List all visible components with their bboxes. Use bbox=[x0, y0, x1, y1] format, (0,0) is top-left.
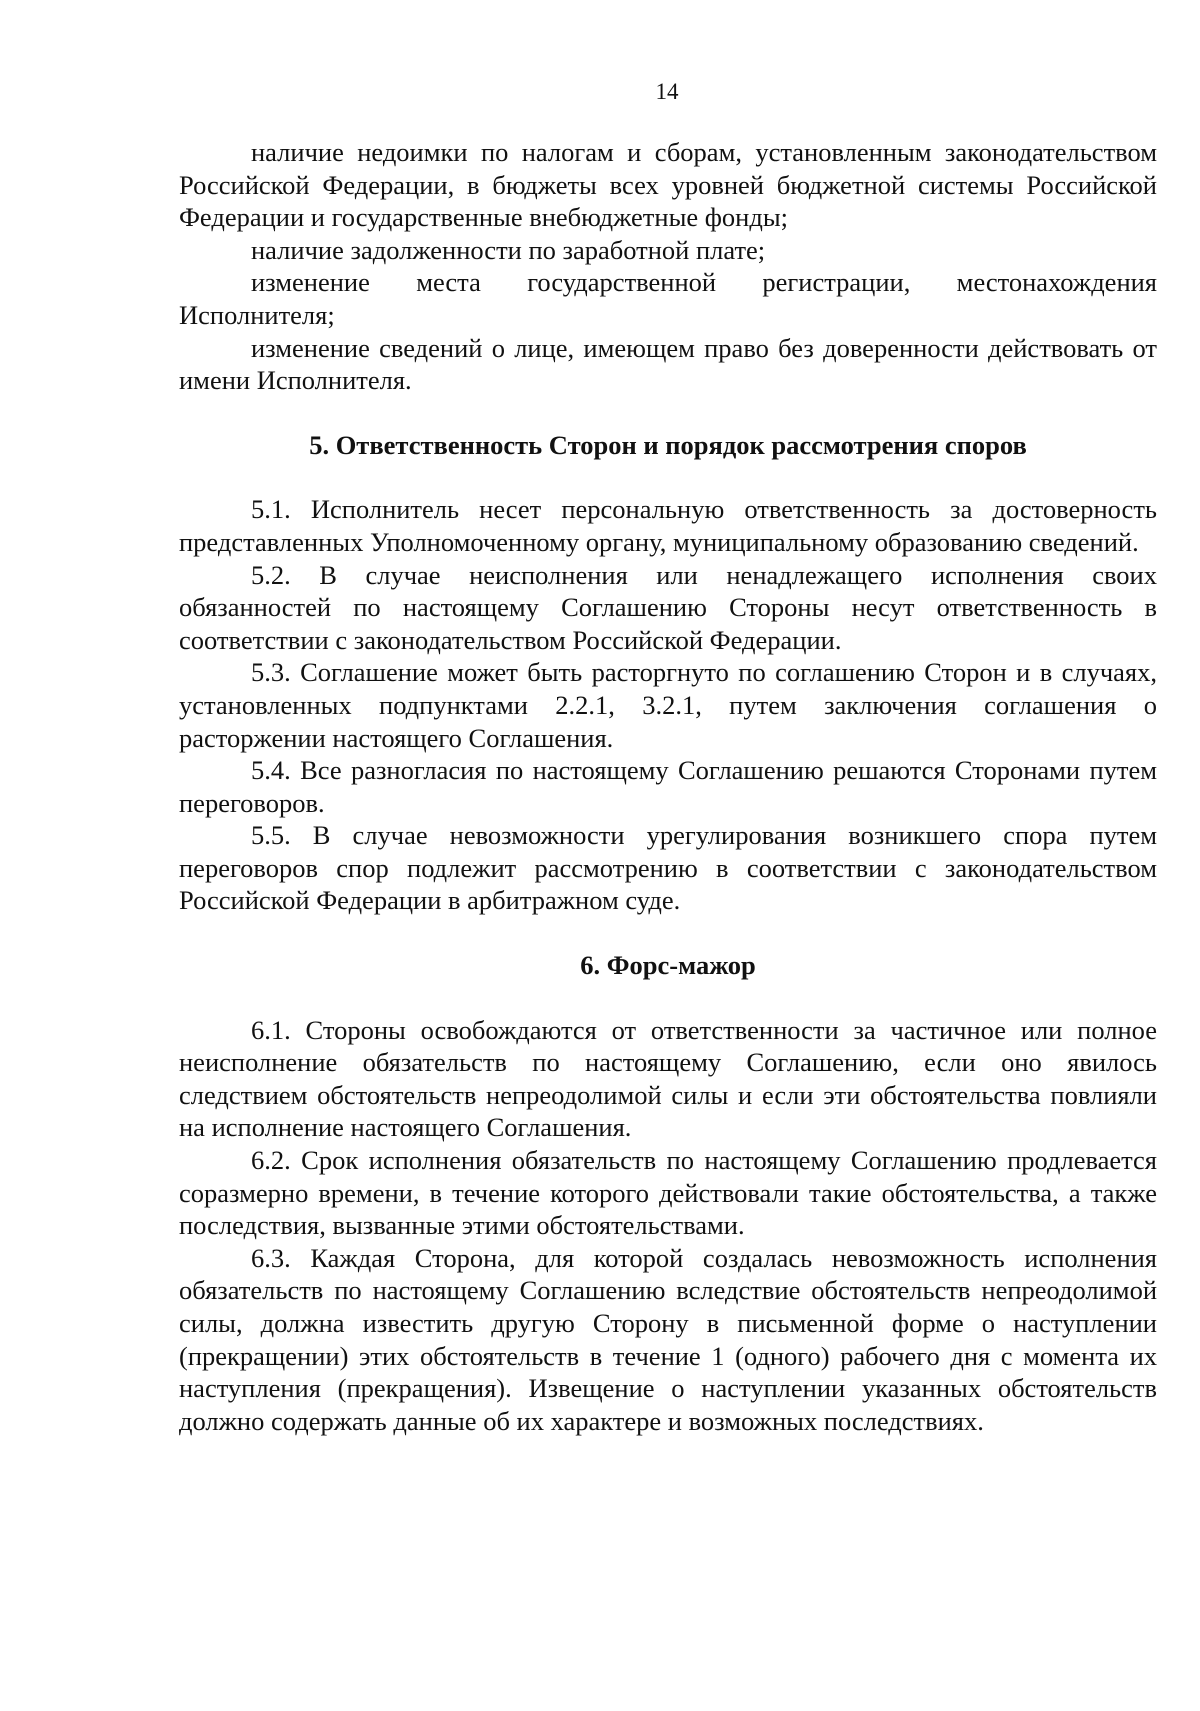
clause-5-4: 5.4. Все разногласия по настоящему Соглашению решаются Сторонами путем переговоров. bbox=[179, 755, 1157, 818]
clause-6-2: 6.2. Срок исполнения обязательств по настоящему Соглашению продлевается соразмерно времени, в течение которого действовали такие обстоятельства, а также последствия, вызванные этими обстоятельствами. bbox=[179, 1145, 1157, 1241]
clause-5-1: 5.1. Исполнитель несет персональную ответственность за достоверность представленных Уполномоченному органу, муниципальному образованию сведений. bbox=[179, 494, 1157, 557]
clause-5-2: 5.2. В случае неисполнения или ненадлежащего исполнения своих обязанностей по настоящему Соглашению Стороны несут ответственность в соответствии с законодательством Российской Федерации. bbox=[179, 559, 1157, 655]
section-6-title: 6. Форс-мажор bbox=[580, 950, 756, 981]
document-body bbox=[179, 136, 1157, 1437]
clause-6-3: 6.3. Каждая Сторона, для которой создалась невозможность исполнения обязательств по настоящему Соглашению вследствие обстоятельств непреодолимой силы, должна известить другую Сторону в письменной форме о наступлении (прекращении) этих обстоятельств в течение 1 (одного) рабочего дня с момента их наступления (прекращения). Извещение о наступлении указанных обстоятельств должно содержать данные об их характере и возможных последствиях. bbox=[179, 1242, 1157, 1436]
clause-6-1: 6.1. Стороны освобождаются от ответственности за частичное или полное неисполнение обязательств по настоящему Соглашению, если оно явилось следствием обстоятельств непреодолимой силы и если эти обстоятельства повлияли на исполнение настоящего Соглашения. bbox=[179, 1014, 1157, 1143]
intro-item-arrears: наличие недоимки по налогам и сборам, установленным законодательством Российской Федерации, в бюджеты всех уровней бюджетной системы Российской Федерации и государственные внебюджетные фонды; bbox=[179, 137, 1157, 233]
intro-item-representative-change: изменение сведений о лице, имеющем право без доверенности действовать от имени Исполнителя. bbox=[179, 332, 1157, 396]
clause-5-5: 5.5. В случае невозможности урегулирования возникшего спора путем переговоров спор подлежит рассмотрению в соответствии с законодательством Российской Федерации в арбитражном суде. bbox=[179, 820, 1157, 916]
intro-item-wage-debt: наличие задолженности по заработной плате; bbox=[251, 234, 766, 265]
intro-item-registration-change: изменение места государственной регистрации, местонахождения Исполнителя; bbox=[179, 267, 1157, 330]
clause-5-3: 5.3. Соглашение может быть расторгнуто по соглашению Сторон и в случаях, установленных подпунктами 2.2.1, 3.2.1, путем заключения соглашения о расторжении настоящего Соглашения. bbox=[179, 657, 1157, 753]
page-number: 14 bbox=[655, 79, 679, 104]
section-5-title: 5. Ответственность Сторон и порядок рассмотрения споров bbox=[309, 429, 1027, 460]
